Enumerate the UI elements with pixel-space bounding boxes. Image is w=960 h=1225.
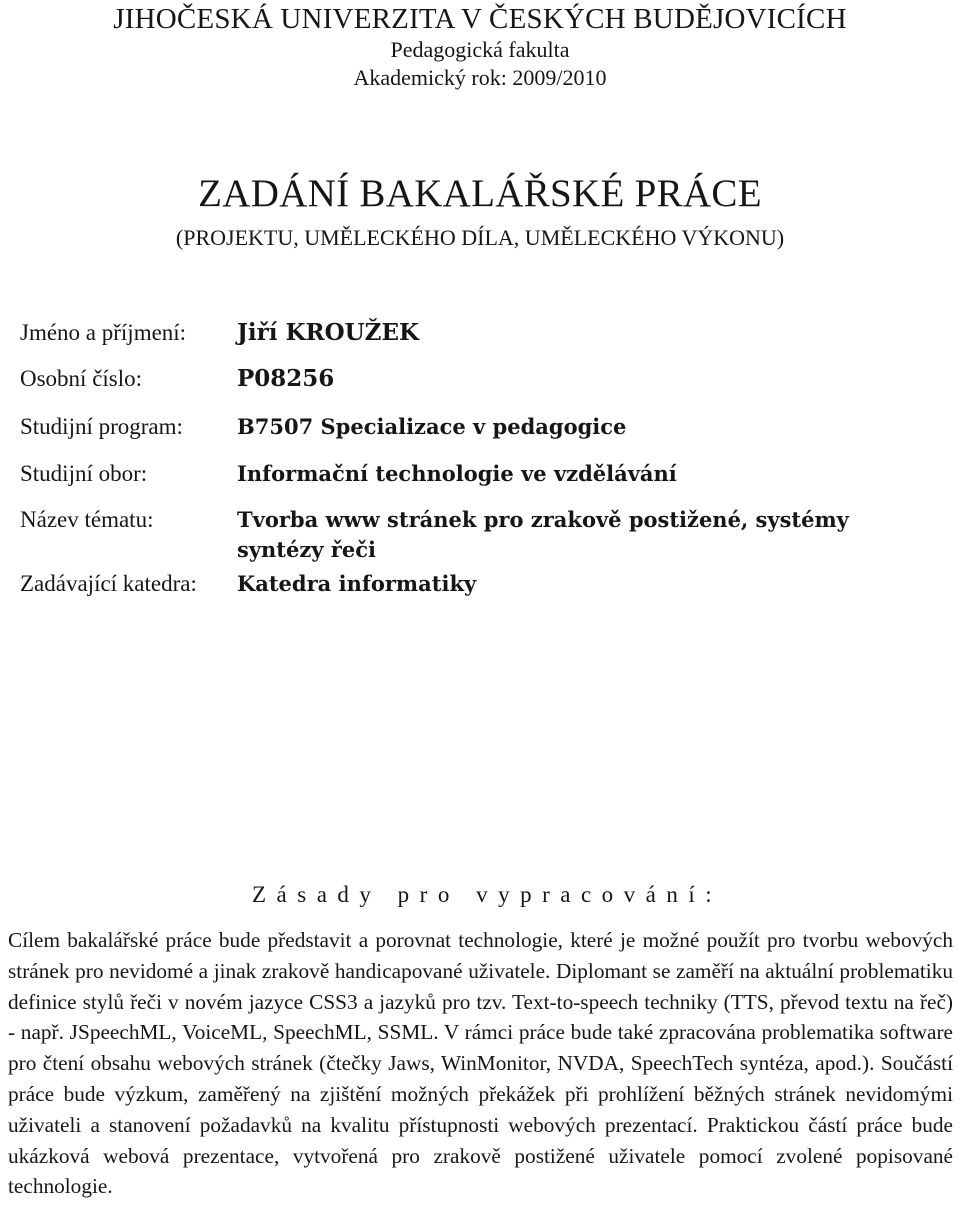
study-program-label: Studijní program: (20, 414, 183, 439)
university-name: JIHOČESKÁ UNIVERZITA V ČESKÝCH BUDĚJOVICÍCH (113, 3, 847, 35)
study-field-value: Informační technologie ve vzdělávání (237, 461, 677, 486)
personal-number-value: P08256 (237, 365, 335, 392)
study-program-value: B7507 Specializace v pedagogice (237, 414, 627, 439)
topic-label: Název tématu: (20, 507, 154, 532)
document-subtitle: (PROJEKTU, UMĚLECKÉHO DÍLA, UMĚLECKÉHO VÝKONU) (175, 225, 785, 250)
department-label: Zadávající katedra: (20, 571, 197, 596)
topic-value: Tvorba www stránek pro zrakově postižené, systémy syntézy řeči (237, 507, 849, 562)
personal-number-label: Osobní číslo: (20, 366, 143, 391)
academic-year: Akademický rok: 2009/2010 (353, 65, 607, 90)
document-title: ZADÁNÍ BAKALÁŘSKÉ PRÁCE (198, 172, 762, 215)
name-label: Jméno a příjmení: (20, 320, 187, 345)
study-field-label: Studijní obor: (20, 461, 148, 486)
faculty-name: Pedagogická fakulta (390, 37, 570, 62)
principles-text: Cílem bakalářské práce bude představit a porovnat technologie, které je možné použít pro tvorbu webových stránek pro nevidomé a jinak zrakově handicapované uživatele. Diplomant se zaměří na aktuální problematiku definice stylů řeči v novém jazyce CSS3 a jazyků pro tzv. Text-to-speech techniky (TTS, převod textu na řeč) - např. JSpeechML, VoiceML, SpeechML, SSML. V rámci práce bude také zpracována problematika software pro čtení obsahu webových stránek (čtečky Jaws, WinMonitor, NVDA, SpeechTech syntéza, apod.). Součástí práce bude výzkum, zaměřený na zjištění možných překážek při prohlížení běžných stránek nevidomými uživateli a stanovení požadavků na kvalitu přístupnosti webových prezentací. Praktickou částí práce bude ukázková webová prezentace, vytvořená pro zrakově postižené uživatele pomocí zvolené popisované technologie. (8, 928, 953, 1199)
department-value: Katedra informatiky (237, 571, 477, 596)
principles-heading: Zásady pro vypracování: (252, 882, 723, 907)
name-value: Jiří KROUŽEK (237, 319, 419, 346)
